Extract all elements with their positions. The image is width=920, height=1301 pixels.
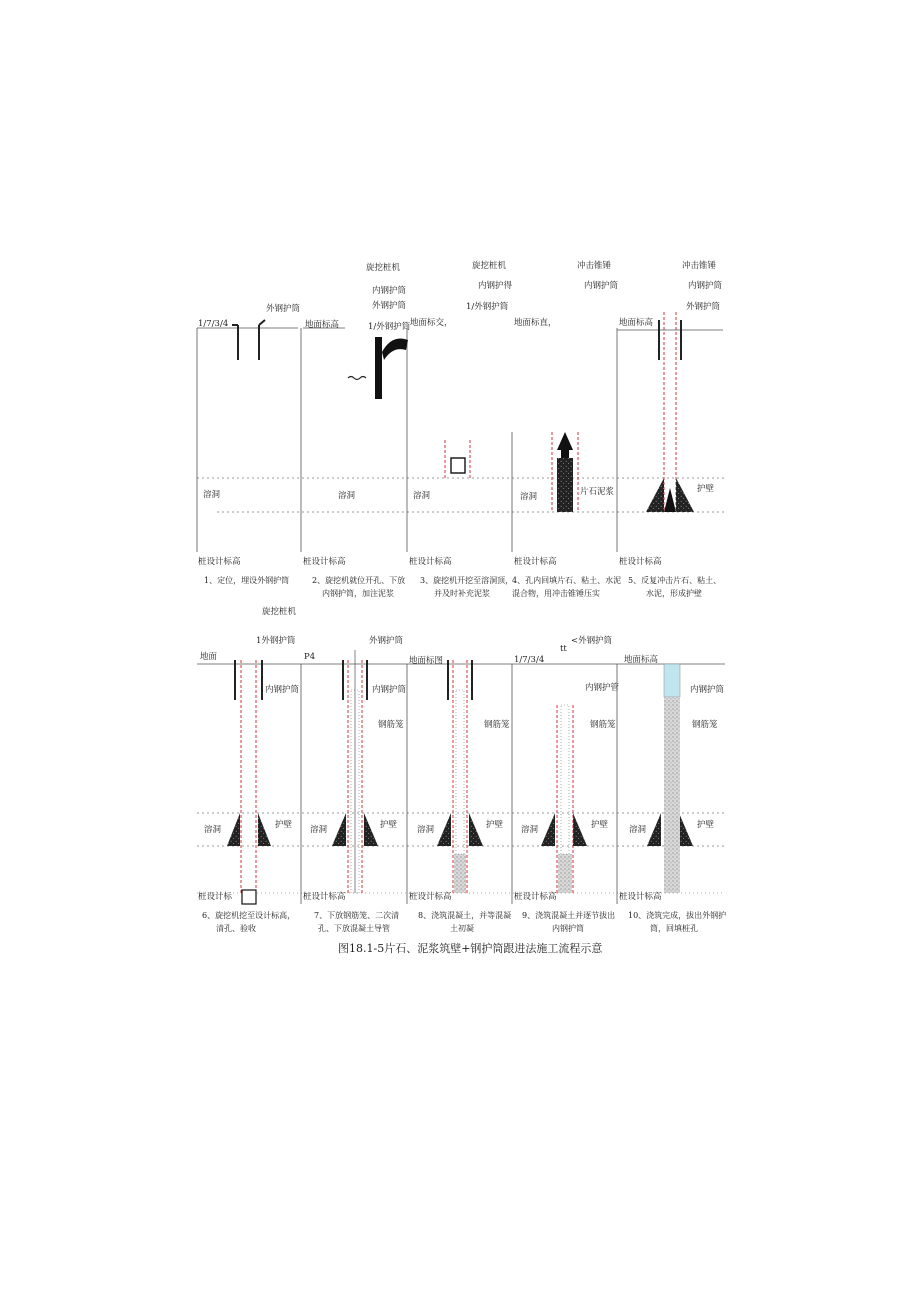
p4-ground-label: 地面标直，	[514, 318, 557, 328]
row1-top-label-2b: 内钢护得	[478, 281, 513, 291]
p8-design-label: 桩设计标高	[409, 892, 452, 902]
p8-cave-label: 溶洞	[417, 825, 435, 835]
p6-caption-l1: 6、旋挖机挖至设计标高，	[202, 911, 296, 920]
row1-frames	[197, 328, 723, 552]
row2-top-label-4: 内钢护管	[585, 683, 620, 693]
p3-ground-label: 地面标交，	[410, 318, 453, 328]
p5-casings	[646, 312, 694, 512]
p6-casings	[235, 660, 262, 904]
p9-extra-label: tt	[560, 644, 567, 654]
p7-casings-cage	[343, 650, 367, 893]
p1-ground-label: 1/7/3/4	[198, 319, 229, 329]
p9-casings-cage	[557, 705, 573, 893]
p9-caption-l2: 内钢护筒	[552, 924, 584, 933]
p2-caption-l1: 2、旋挖机就位开孔、下放	[312, 576, 406, 585]
p7-cage-label: 钢筋笼	[378, 720, 404, 730]
p5-caption-l1: 5、反复冲击片石、粘土、	[628, 576, 722, 585]
row1-top-label-4c: 外钢护筒	[686, 302, 721, 312]
p1-design-label: 桩设计标高	[198, 557, 241, 567]
p3-cave-label: 溶洞	[413, 491, 431, 501]
row1-top-label-1c: 外钢护筒	[372, 301, 407, 311]
p9-wall-label: 护壁	[591, 820, 609, 830]
row1-top-label-4b: 内钢护筒	[688, 281, 723, 291]
p6-design-label: 桩设计标	[198, 892, 233, 902]
p7-caption-l1: 7、下放钢筋笼、二次清	[314, 911, 400, 920]
row1-design-labels	[198, 556, 662, 567]
row1-top-labels	[366, 260, 723, 312]
row2-top-label-3: <外钢护筒	[571, 636, 613, 646]
p8-wall-label: 护壁	[486, 820, 504, 830]
row1-top-label-2a: 旋挖桩机	[472, 261, 507, 271]
p4-cave-label: 溶洞	[520, 492, 538, 502]
p2-outer-label: 1/外钢护筒	[368, 322, 411, 332]
p7-caption-l2: 孔、下放混凝土导管	[318, 924, 390, 933]
p10-pile	[664, 664, 680, 893]
p5-design-label: 桩设计标高	[619, 557, 662, 567]
p4-caption-l2: 混合物，用冲击锥锤压实	[512, 589, 600, 598]
p8-caption-l1: 8、浇筑混凝土，并等混凝	[418, 911, 512, 920]
p1-outer-label: 外钢护筒	[266, 304, 301, 314]
row1-top-label-4a: 冲击锥锤	[682, 261, 717, 271]
p3-design-label: 桩设计标高	[409, 557, 452, 567]
p5-caption-l2: 水泥，形成护壁	[646, 589, 702, 598]
p7-ground-label: P4	[304, 652, 316, 662]
p8-casings-cage	[448, 660, 472, 893]
p9-cave-label: 溶洞	[521, 825, 539, 835]
p8-caption-l2: 土初凝	[450, 924, 474, 933]
row2-top-label-1: 旋挖桩机	[262, 607, 297, 617]
p1-cave-label: 溶洞	[203, 490, 221, 500]
row1-top-label-1a: 旋挖桩机	[366, 263, 401, 273]
row1-top-label-3a: 冲击锥锤	[577, 261, 612, 271]
p3-caption-l1: 3、旋挖机开挖至溶洞顶，	[420, 576, 514, 585]
p8-cage-label: 钢筋笼	[484, 720, 510, 730]
p4-design-label: 桩设计标高	[514, 557, 557, 567]
figure-title: 图18.1-5片石、泥浆筑壁+钢护筒跟进法施工流程示意	[338, 942, 603, 955]
row1-captions	[204, 575, 721, 599]
p2-caption-l2: 内钢护筒，加注泥浆	[322, 589, 394, 598]
p6-outer-label: 1外钢护筒	[256, 636, 296, 646]
row1-cave-band	[197, 478, 725, 512]
p4-hammer-and-fill	[552, 432, 578, 512]
p6-inner-label: 内钢护筒	[265, 685, 300, 695]
p10-caption-l1: 10、浇筑完成，拔出外钢护	[628, 911, 727, 920]
row2-walls	[227, 813, 693, 846]
p9-ground-label: 1/7/3/4	[514, 655, 545, 665]
p7-design-label: 桩设计标高	[303, 892, 346, 902]
p10-ground-label: 地面标高	[624, 655, 659, 665]
p3-casing	[445, 440, 470, 478]
p4-caption-l1: 4、孔内回填片石、粘土、水泥	[512, 576, 622, 585]
p6-ground-label: 地面	[200, 652, 218, 662]
p8-ground-label: 地面标图	[409, 656, 444, 666]
p5-wall-label: 护壁	[697, 484, 715, 494]
row2-captions	[202, 910, 726, 934]
p10-inner-label: 内钢护筒	[690, 685, 725, 695]
row1-top-label-2c: 1/外钢护筒	[466, 302, 509, 312]
p10-cave-label: 溶洞	[629, 825, 647, 835]
p6-cave-label: 溶洞	[204, 825, 222, 835]
p6-caption-l2: 清孔、验收	[216, 924, 256, 933]
p2-cave-label: 溶洞	[338, 491, 356, 501]
p7-cave-label: 溶洞	[310, 825, 328, 835]
p6-wall-label: 护壁	[275, 820, 293, 830]
p3-caption-l2: 并及时补充泥浆	[434, 589, 490, 598]
p7-inner-label: 内钢护筒	[372, 685, 407, 695]
p10-design-label: 桩设计标高	[619, 892, 662, 902]
p10-caption-l2: 筒，回填桩孔	[650, 924, 698, 933]
p9-cage-label: 钢筋笼	[590, 720, 616, 730]
p2-ground-label: 地面标高	[305, 320, 340, 330]
p7-wall-label: 护壁	[380, 820, 398, 830]
p9-design-label: 桩设计标高	[514, 892, 557, 902]
p9-caption-l1: 9、浇筑混凝土并逐节拔出	[522, 911, 616, 920]
p2-design-label: 桩设计标高	[303, 557, 346, 567]
p2-rig-glyph	[348, 337, 408, 399]
p10-wall-label: 护壁	[697, 820, 715, 830]
row2-top-label-2: 外钢护筒	[369, 636, 404, 646]
row1-top-label-1b: 内钢护筒	[372, 286, 407, 296]
p10-cage-label: 钢筋笼	[692, 720, 718, 730]
p1-outer-casing	[232, 320, 265, 360]
p5-ground-label: 地面标高	[619, 318, 654, 328]
row1-top-label-3b: 内钢护筒	[584, 281, 619, 291]
p1-caption-l1: 1、定位，埋设外钢护筒	[204, 576, 290, 585]
row2-design-labels	[198, 891, 662, 902]
p4-extra-label: 片石泥浆	[580, 487, 615, 497]
